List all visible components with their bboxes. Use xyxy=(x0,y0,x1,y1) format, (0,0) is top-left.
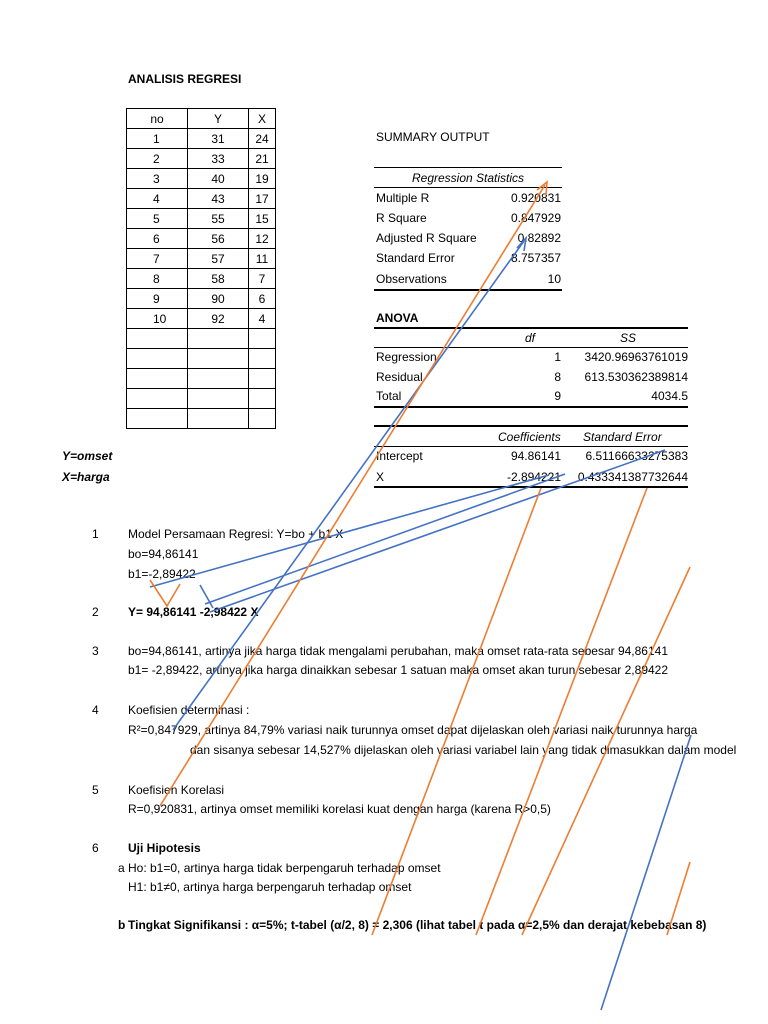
se-header: Standard Error xyxy=(583,430,662,444)
sub-marker: a xyxy=(118,861,125,875)
table-cell: 24 xyxy=(249,129,276,149)
divider xyxy=(374,425,688,427)
table-cell: 17 xyxy=(249,189,276,209)
empty-table-row xyxy=(127,369,276,389)
section-number: 5 xyxy=(92,783,99,797)
stat-label: R Square xyxy=(376,211,427,225)
table-cell: 2 xyxy=(127,149,188,169)
empty-cell xyxy=(188,329,249,349)
table-row xyxy=(127,249,276,269)
empty-cell xyxy=(188,409,249,429)
table-cell: 55 xyxy=(188,209,249,229)
empty-cell xyxy=(127,349,188,369)
table-row xyxy=(127,209,276,229)
anova-df: 9 xyxy=(554,389,561,403)
section-line: Model Persamaan Regresi: Y=bo + b1 X xyxy=(128,527,344,541)
table-cell: 3 xyxy=(127,169,188,189)
empty-cell xyxy=(188,389,249,409)
section-number: 2 xyxy=(92,605,99,619)
divider xyxy=(374,289,562,291)
section-line: Koefisien Korelasi xyxy=(128,783,225,797)
se-value: 6.51166633275383 xyxy=(585,449,688,463)
anova-ss: 613.530362389814 xyxy=(584,370,688,384)
stat-value: 0.920831 xyxy=(510,191,561,205)
table-row xyxy=(127,229,276,249)
stat-value: 0.82892 xyxy=(517,231,561,245)
stat-value: 0.847929 xyxy=(510,211,561,225)
legend-y: Y=omset xyxy=(62,449,113,463)
col-header-x: X xyxy=(249,109,276,129)
divider xyxy=(374,347,688,348)
empty-cell xyxy=(127,329,188,349)
anova-df: 8 xyxy=(554,370,561,384)
anova-df: 1 xyxy=(554,350,561,364)
stat-label: Observations xyxy=(376,272,447,286)
section-line: dan sisanya sebesar 14,527% dijelaskan oleh variasi variabel lain yang tidak dimasukkan dalam model xyxy=(190,743,737,757)
coef-label: Intercept xyxy=(376,449,423,463)
table-cell: 1 xyxy=(127,129,188,149)
coef-header: Coefficients xyxy=(498,430,561,444)
empty-cell xyxy=(249,329,276,349)
empty-table-row xyxy=(127,409,276,429)
table-cell: 90 xyxy=(188,289,249,309)
col-header-no: no xyxy=(127,109,188,129)
anova-ss: 4034.5 xyxy=(651,389,688,403)
table-cell: 57 xyxy=(188,249,249,269)
anova-header-df: df xyxy=(525,331,536,345)
divider xyxy=(374,486,688,488)
section-line: R=0,920831, artinya omset memiliki korelasi kuat dengan harga (karena R>0,5) xyxy=(128,802,551,816)
coef-value: 94.86141 xyxy=(510,449,561,463)
stat-value: 8.757357 xyxy=(510,251,561,265)
anova-label: Residual xyxy=(376,370,423,384)
table-cell: 9 xyxy=(127,289,188,309)
table-cell: 10 xyxy=(127,309,188,329)
empty-cell xyxy=(249,369,276,389)
section-line: Tingkat Signifikansi : α=5%; t-tabel (α/2, 8) = 2,306 (lihat tabel t pada α=2,5% dan derajat kebebasan 8) xyxy=(128,918,707,932)
table-cell: 58 xyxy=(188,269,249,289)
table-cell: 40 xyxy=(188,169,249,189)
table-cell: 4 xyxy=(249,309,276,329)
divider xyxy=(374,187,562,188)
anova-ss: 3420.96963761019 xyxy=(584,350,688,364)
anova-label: Regression xyxy=(376,350,437,364)
stat-value: 10 xyxy=(547,272,561,286)
table-cell: 92 xyxy=(188,309,249,329)
table-cell: 7 xyxy=(249,269,276,289)
section-line: bo=94,86141 xyxy=(128,547,199,561)
table-cell: 5 xyxy=(127,209,188,229)
section-line: b1=-2,89422 xyxy=(128,567,196,581)
divider xyxy=(374,327,688,329)
table-cell: 6 xyxy=(249,289,276,309)
table-header-row xyxy=(127,109,276,129)
divider xyxy=(374,406,688,408)
anova-label: Total xyxy=(376,389,402,403)
orange-arrow-line xyxy=(150,580,180,606)
table-cell: 11 xyxy=(249,249,276,269)
orange-arrow-line xyxy=(476,488,647,935)
summary-title: SUMMARY OUTPUT xyxy=(376,130,490,144)
table-cell: 19 xyxy=(249,169,276,189)
section-line: bo=94,86141, artinya jika harga tidak mengalami perubahan, maka omset rata-rata sebesar 94,86141 xyxy=(128,644,669,658)
section-line: R²=0,847929, artinya 84,79% variasi naik turunnya omset dapat dijelaskan oleh variasi naik turunnya harga xyxy=(128,723,698,737)
table-cell: 15 xyxy=(249,209,276,229)
section-number: 4 xyxy=(92,703,99,717)
legend-x: X=harga xyxy=(62,470,110,484)
table-cell: 33 xyxy=(188,149,249,169)
empty-table-row xyxy=(127,389,276,409)
coef-value: -2.894221 xyxy=(506,470,561,484)
divider xyxy=(374,167,562,168)
empty-cell xyxy=(249,389,276,409)
section-number: 1 xyxy=(92,527,99,541)
divider xyxy=(374,446,688,447)
section-number: 6 xyxy=(92,841,99,855)
sub-marker: b xyxy=(118,918,126,932)
empty-cell xyxy=(249,409,276,429)
reg-stats-title: Regression Statistics xyxy=(412,171,525,185)
regression-equation: Y= 94,86141 -2,98422 X xyxy=(128,605,259,619)
table-row xyxy=(127,149,276,169)
table-cell: 6 xyxy=(127,229,188,249)
table-cell: 7 xyxy=(127,249,188,269)
empty-table-row xyxy=(127,329,276,349)
anova-header-ss: SS xyxy=(620,331,637,345)
section-line: H1: b1≠0, artinya harga berpengaruh terhadap omset xyxy=(128,880,412,894)
col-header-y: Y xyxy=(188,109,249,129)
table-cell: 12 xyxy=(249,229,276,249)
section-line: Koefisien determinasi : xyxy=(128,703,250,717)
stat-label: Adjusted R Square xyxy=(376,231,477,245)
empty-cell xyxy=(188,369,249,389)
section-line: Uji Hipotesis xyxy=(128,841,201,855)
section-line: b1= -2,89422, artinya jika harga dinaikkan sebesar 1 satuan maka omset akan turun sebesar 2,89422 xyxy=(128,663,669,677)
empty-cell xyxy=(127,409,188,429)
table-row xyxy=(127,269,276,289)
table-cell: 21 xyxy=(249,149,276,169)
table-cell: 56 xyxy=(188,229,249,249)
page-title: ANALISIS REGRESI xyxy=(128,72,242,86)
section-number: 3 xyxy=(92,644,99,658)
empty-cell xyxy=(188,349,249,369)
table-row xyxy=(127,129,276,149)
coef-label: X xyxy=(376,470,385,484)
stat-label: Standard Error xyxy=(376,251,455,265)
table-row xyxy=(127,289,276,309)
table-cell: 8 xyxy=(127,269,188,289)
se-value: 0.433341387732644 xyxy=(577,470,688,484)
empty-table-row xyxy=(127,349,276,369)
section-line: Ho: b1=0, artinya harga tidak berpengaruh terhadap omset xyxy=(128,861,441,875)
data-table xyxy=(126,108,276,429)
stat-label: Multiple R xyxy=(376,191,430,205)
empty-cell xyxy=(127,389,188,409)
table-row xyxy=(127,169,276,189)
table-row xyxy=(127,189,276,209)
table-row xyxy=(127,309,276,329)
empty-cell xyxy=(249,349,276,369)
table-cell: 43 xyxy=(188,189,249,209)
table-cell: 31 xyxy=(188,129,249,149)
blue-arrow-line xyxy=(601,735,691,1010)
table-cell: 4 xyxy=(127,189,188,209)
empty-cell xyxy=(127,369,188,389)
anova-title: ANOVA xyxy=(376,311,419,325)
